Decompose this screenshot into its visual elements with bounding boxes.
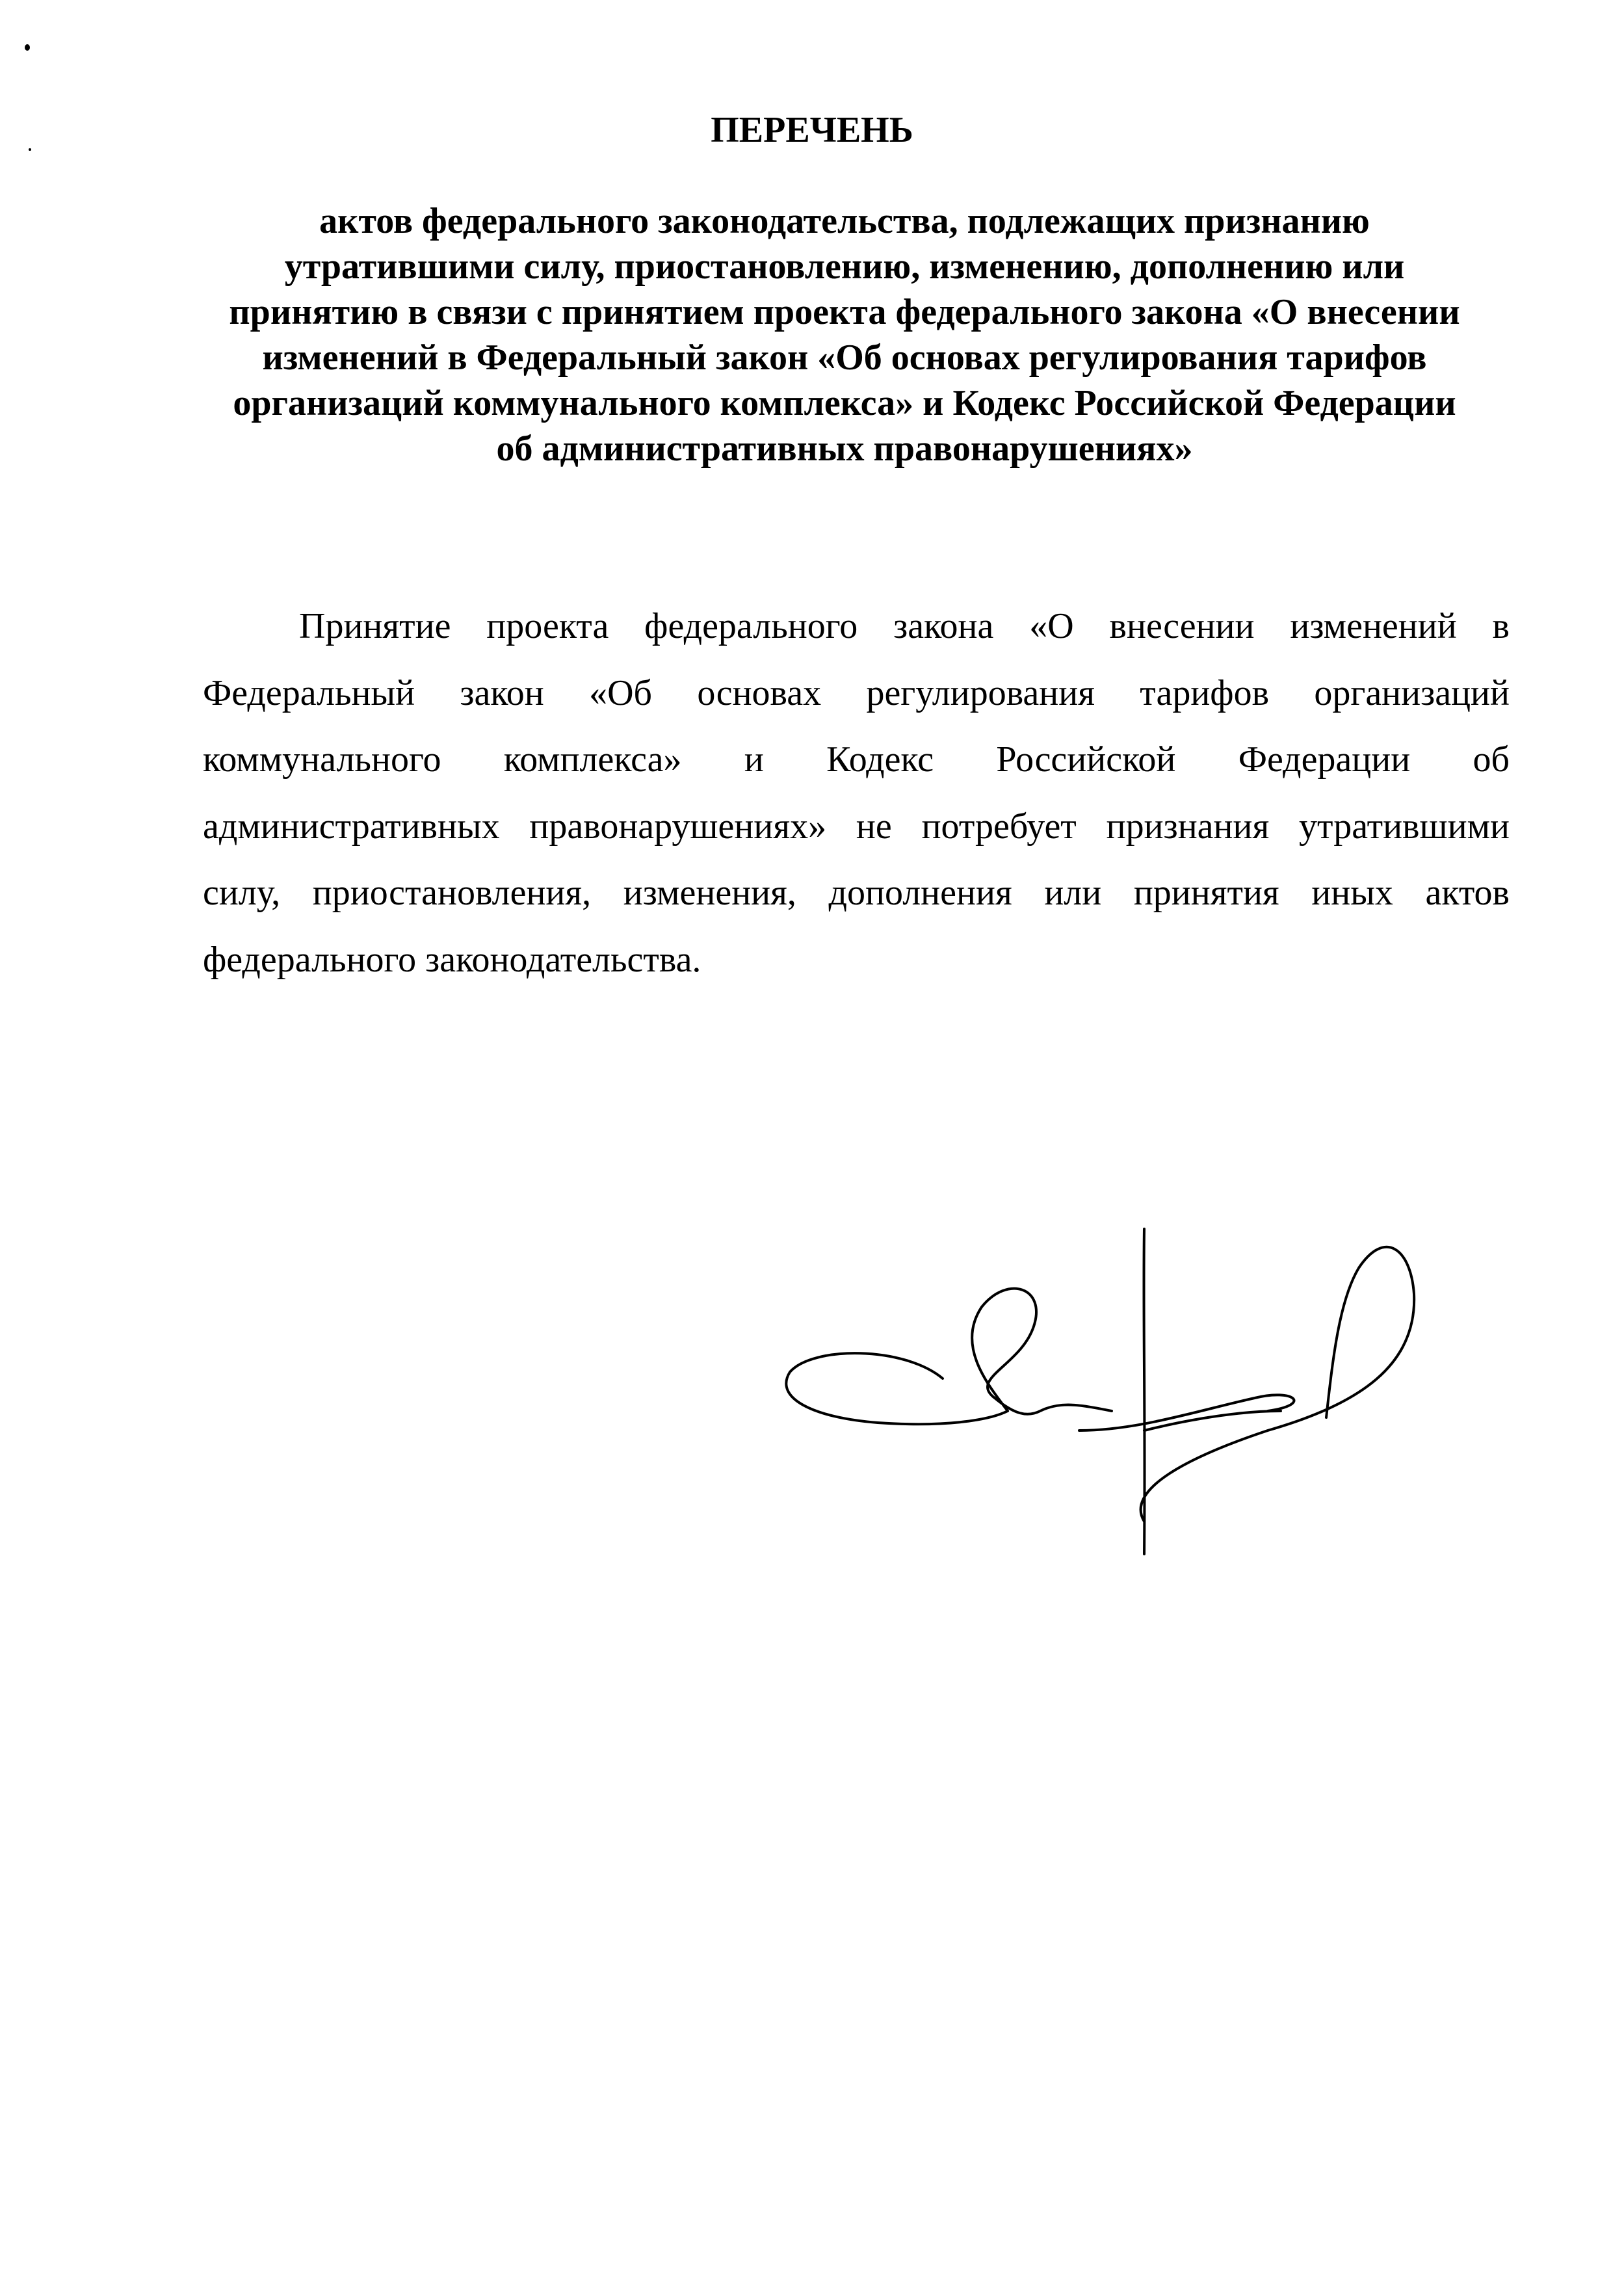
subtitle-line: организаций коммунального комплекса» и Кодекс Российской Федерации (233, 383, 1456, 423)
body-line: силу, приостановления, изменения, дополнения или принятия иных актов (203, 873, 1510, 913)
body-line: Федеральный закон «Об основах регулирования тарифов организаций (203, 672, 1510, 713)
subtitle-line: актов федерального законодательства, подлежащих признанию (319, 201, 1370, 241)
handwritten-signature (774, 1216, 1489, 1567)
subtitle-line: принятию в связи с принятием проекта федерального закона «О внесении (229, 292, 1460, 332)
body-line: Принятие проекта федерального закона «О внесении изменений в (299, 606, 1510, 646)
body-line: коммунального комплекса» и Кодекс Российской Федерации об (203, 739, 1510, 780)
body-line: административных правонарушениях» не потребует признания утратившими (203, 806, 1510, 847)
subtitle-line: изменений в Федеральный закон «Об основах регулирования тарифов (262, 337, 1427, 378)
document-title: ПЕРЕЧЕНЬ (711, 110, 913, 150)
body-line: федерального законодательства. (203, 939, 701, 980)
subtitle-line: об административных правонарушениях» (496, 429, 1193, 469)
subtitle-line: утратившими силу, приостановлению, изменению, дополнению или (284, 246, 1405, 287)
body-paragraph (203, 597, 1510, 997)
document-subtitle (195, 198, 1494, 471)
scan-speck (25, 44, 30, 51)
